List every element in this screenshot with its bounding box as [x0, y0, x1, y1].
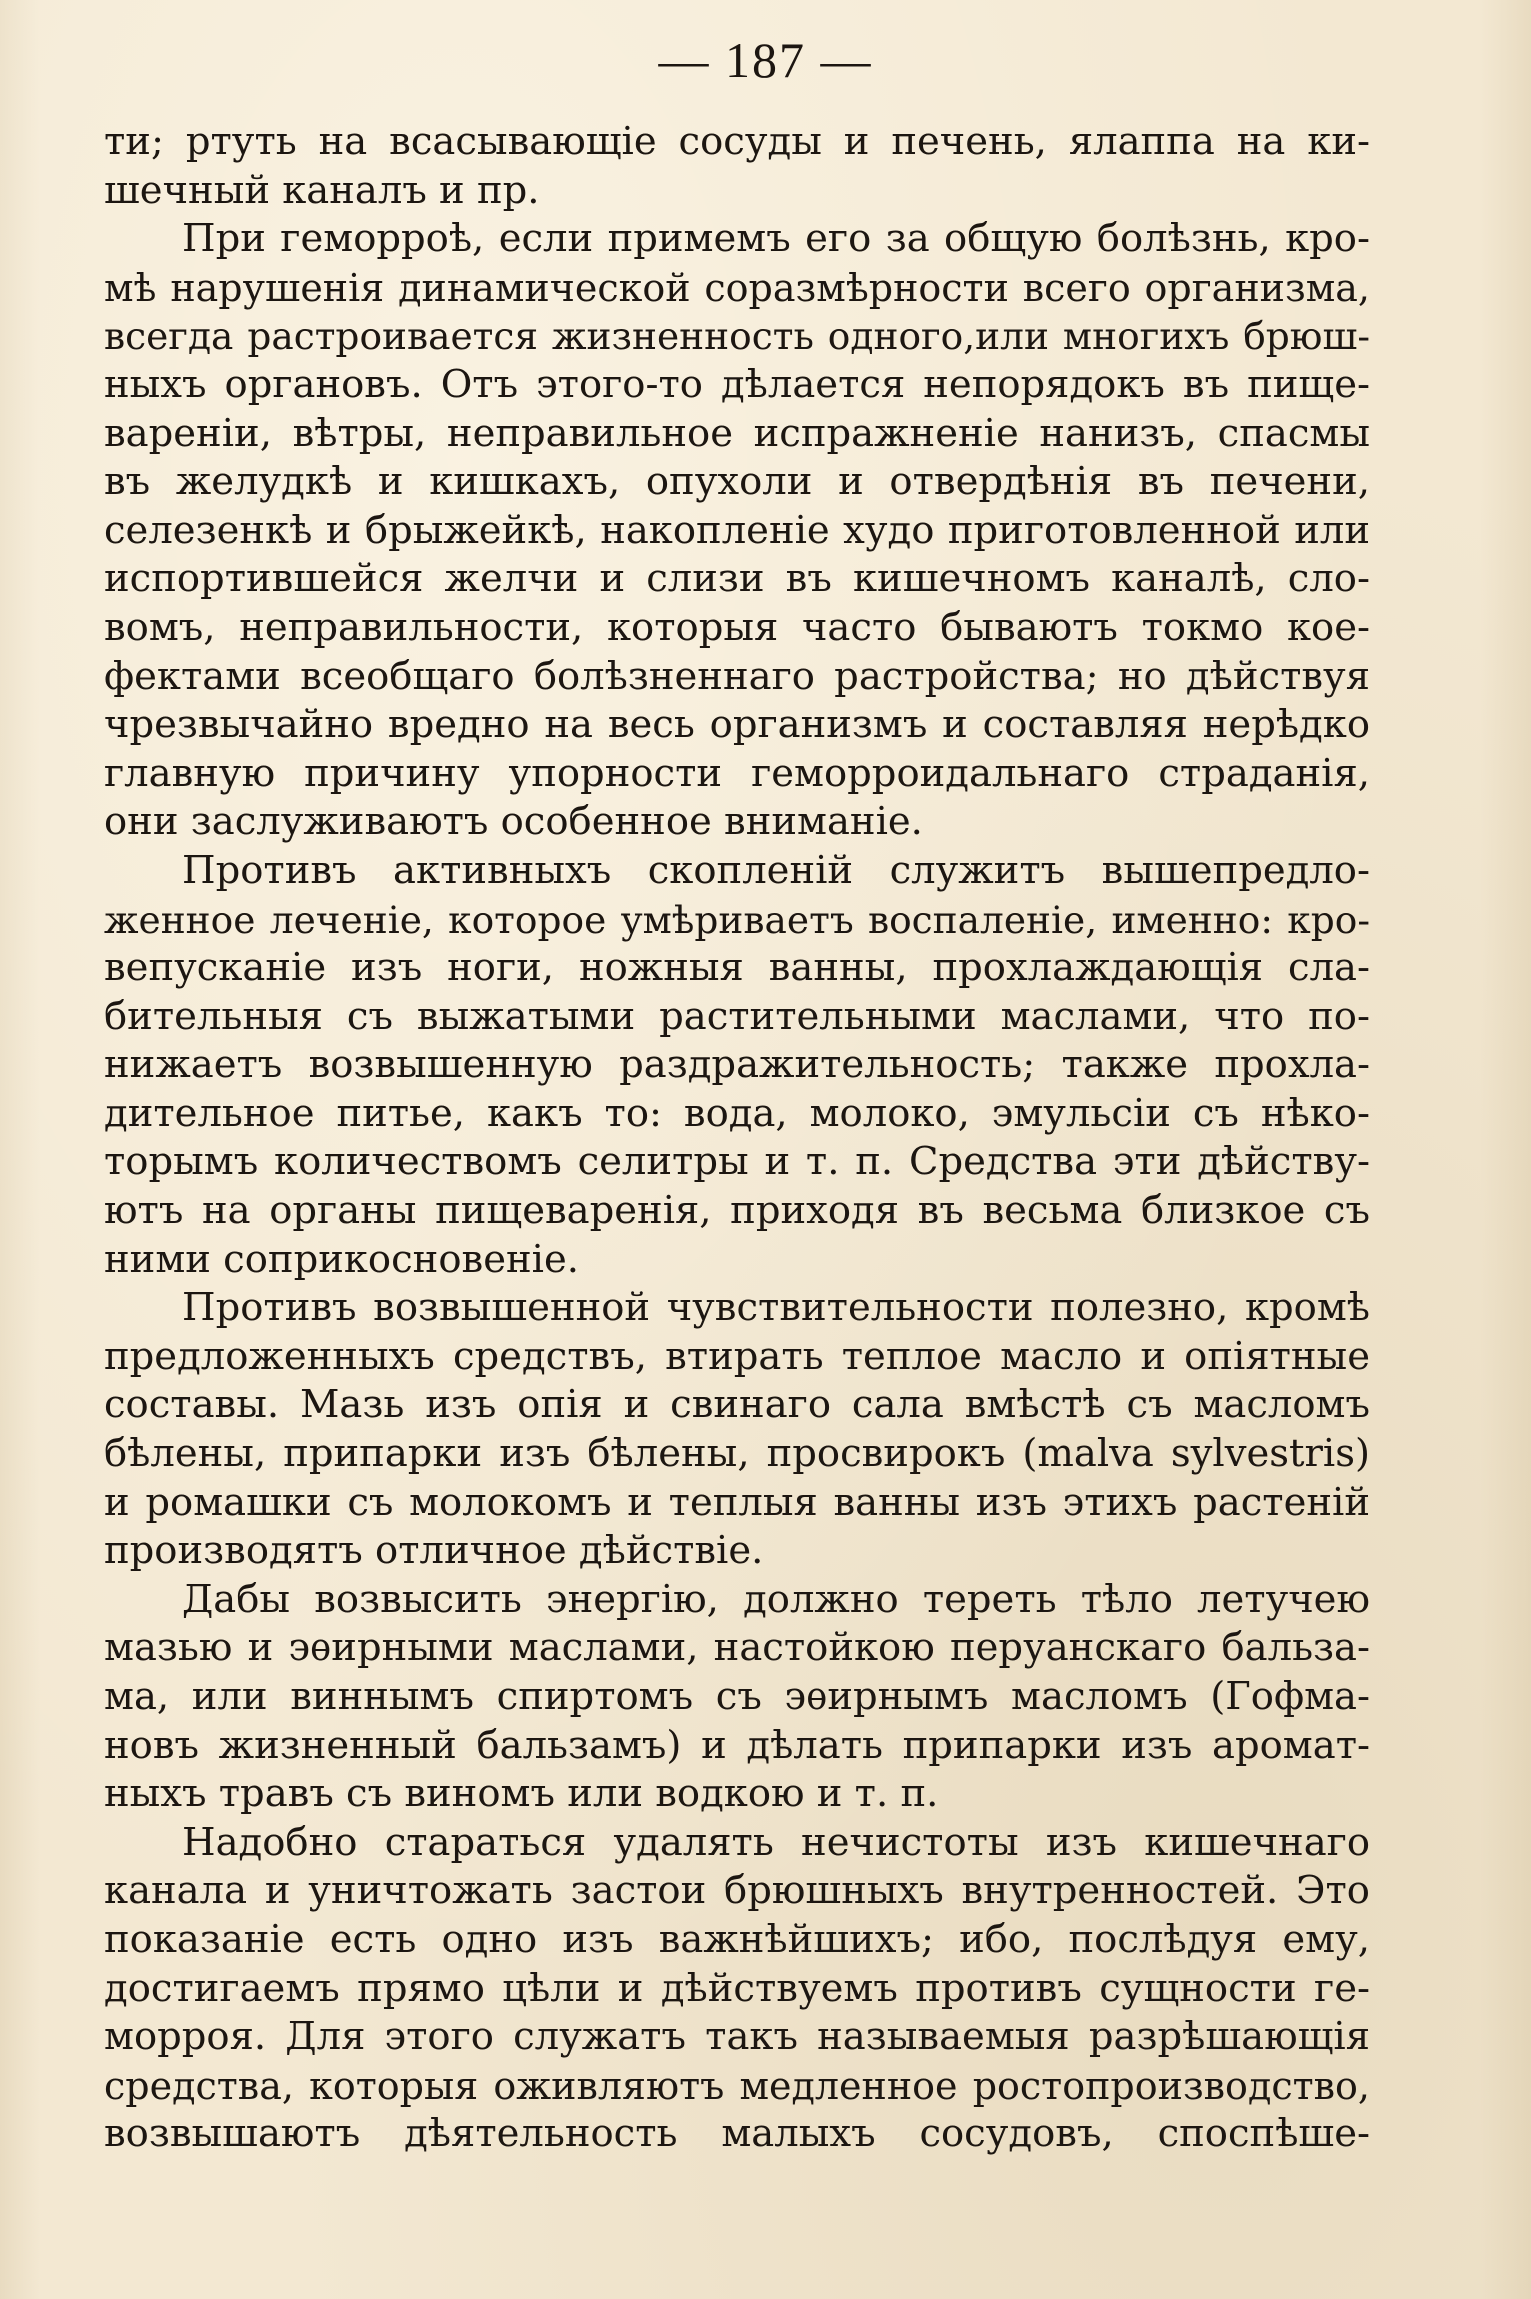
text-line: показаніе есть одно изъ важнѣйшихъ; ибо, послѣдуя ему,: [104, 1916, 1370, 1962]
text-line: нижаетъ возвышенную раздражительность; также прохла-: [104, 1042, 1370, 1088]
text-line: селезенкѣ и брыжейкѣ, накопленіе худо приготовленной или: [104, 507, 1370, 553]
text-line: ныхъ органовъ. Отъ этого-то дѣлается непорядокъ въ пище-: [104, 361, 1370, 407]
text-line: Дабы возвысить энергію, должно тереть тѣло летучею: [182, 1576, 1370, 1622]
body-text: [104, 118, 1370, 2159]
text-line: въ желудкѣ и кишкахъ, опухоли и отвердѣнія въ печени,: [104, 459, 1370, 505]
text-line: составы. Мазь изъ опія и свинаго сала вмѣстѣ съ масломъ: [104, 1382, 1370, 1428]
text-line: При геморроѣ, если примемъ его за общую болѣзнь, кро-: [182, 216, 1370, 262]
text-line: Надобно стараться удалять нечистоты изъ кишечнаго: [182, 1819, 1370, 1865]
text-line: средства, которыя оживляютъ медленное ростопроизводство,: [104, 2063, 1370, 2108]
text-line: ними соприкосновеніе.: [104, 1236, 579, 1282]
text-line: мазью и эѳирными маслами, настойкою перуанскаго бальза-: [104, 1625, 1370, 1671]
text-line: они заслуживаютъ особенное вниманіе.: [104, 799, 923, 845]
text-line: вомъ, неправильности, которыя часто бываютъ токмо кое-: [104, 604, 1370, 650]
text-line: вареніи, вѣтры, неправильное испражненіе нанизъ, спасмы: [104, 410, 1370, 456]
text-line: производятъ отличное дѣйствіе.: [104, 1528, 764, 1574]
text-line: ти; ртуть на всасывающіе сосуды и печень, ялаппа на ки-: [104, 119, 1370, 164]
text-line: бительныя съ выжатыми растительными маслами, что по-: [104, 993, 1370, 1039]
text-line: фектами всеобщаго болѣзненнаго растройства; но дѣйствуя: [104, 653, 1370, 699]
text-line: и ромашки съ молокомъ и теплыя ванны изъ этихъ растеній: [104, 1479, 1370, 1525]
text-line: женное леченіе, которое умѣриваетъ воспаленіе, именно: кро-: [104, 897, 1370, 942]
text-line: ютъ на органы пищеваренія, приходя въ весьма близкое съ: [104, 1188, 1370, 1234]
text-line: чрезвычайно вредно на весь организмъ и составляя нерѣдко: [104, 702, 1370, 748]
text-line: шечный каналъ и пр.: [104, 167, 540, 213]
text-line: всегда растроивается жизненность одного,или многихъ брюш-: [104, 314, 1370, 359]
text-line: вепусканіе изъ ноги, ножныя ванны, прохлаждающія сла-: [104, 945, 1370, 991]
text-line: Противъ возвышенной чувствительности полезно, кромѣ: [182, 1285, 1370, 1331]
text-line: главную причину упорности геморроидальнаго страданія,: [104, 750, 1370, 796]
text-line: мѣ нарушенія динамической соразмѣрности всего организма,: [104, 265, 1370, 310]
text-line: предложенныхъ средствъ, втирать теплое масло и опіятные: [104, 1333, 1370, 1379]
text-line: морроя. Для этого служатъ такъ называемыя разрѣшающія: [104, 2014, 1370, 2060]
text-line: дительное питье, какъ то: вода, молоко, эмульсіи съ нѣко-: [104, 1090, 1370, 1136]
text-line: торымъ количествомъ селитры и т. п. Средства эти дѣйству-: [104, 1139, 1370, 1185]
text-line: испортившейся желчи и слизи въ кишечномъ каналѣ, сло-: [104, 556, 1370, 602]
text-line: ма, или виннымъ спиртомъ съ эѳирнымъ масломъ (Гофма-: [104, 1674, 1370, 1719]
text-line: новъ жизненный бальзамъ) и дѣлать припарки изъ аромат-: [104, 1722, 1370, 1768]
text-line: канала и уничтожать застои брюшныхъ внутренностей. Это: [104, 1868, 1370, 1914]
text-line: Противъ активныхъ скопленій служитъ вышепредло-: [182, 847, 1370, 893]
text-line: бѣлены, припарки изъ бѣлены, просвирокъ (malva sylvestris): [104, 1431, 1370, 1477]
text-line: ныхъ травъ съ виномъ или водкою и т. п.: [104, 1771, 939, 1817]
text-line: возвышаютъ дѣятельность малыхъ сосудовъ, споспѣше-: [104, 2111, 1370, 2157]
page-number: — 187 —: [658, 32, 873, 88]
text-line: достигаемъ прямо цѣли и дѣйствуемъ противъ сущности ге-: [104, 1965, 1370, 2011]
